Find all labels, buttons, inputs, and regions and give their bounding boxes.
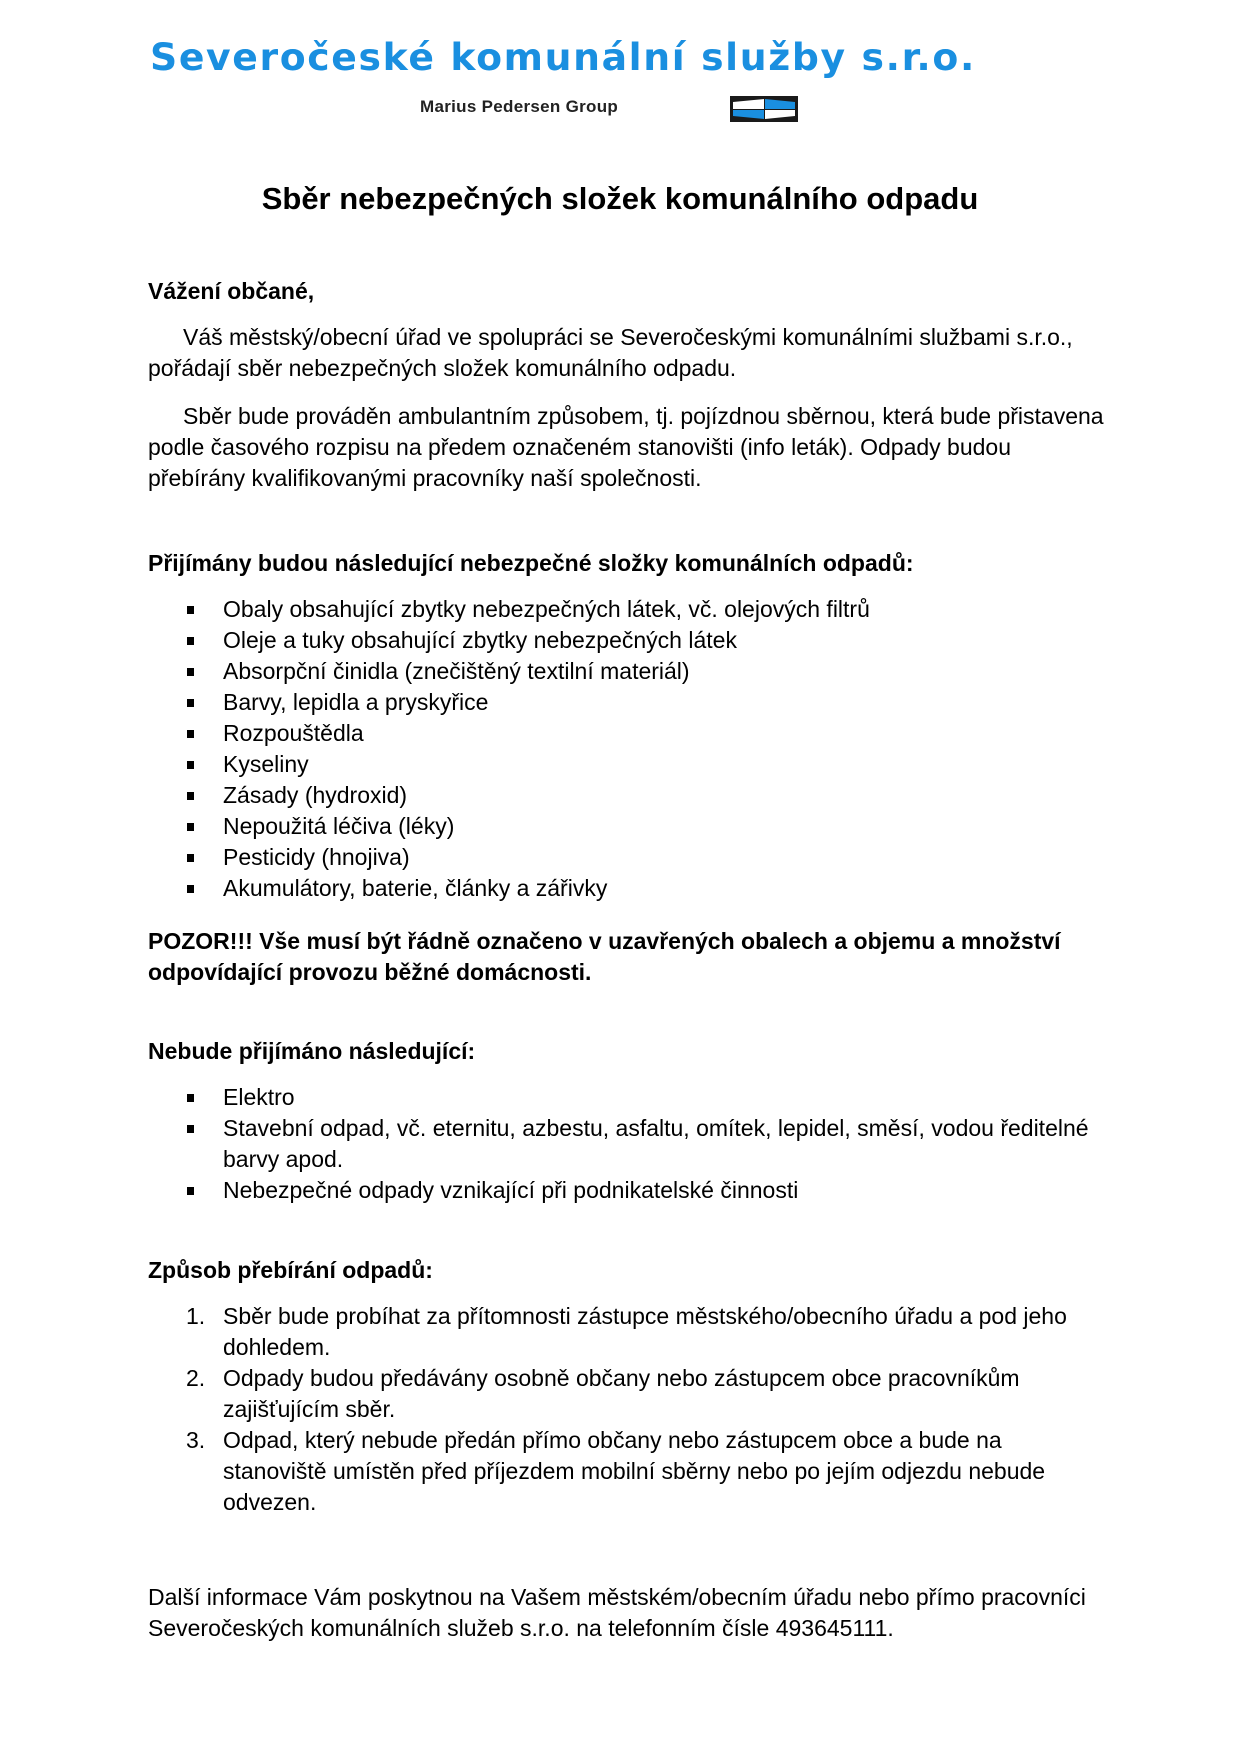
list-item-text: Elektro: [223, 1084, 295, 1110]
bullet-icon: [187, 699, 194, 707]
list-item-text: Rozpouštědla: [223, 720, 364, 746]
page-title: Sběr nebezpečných složek komunálního odpadu: [261, 181, 979, 216]
list-item: [148, 842, 1108, 873]
list-item-number: 2.: [186, 1365, 206, 1391]
list-item: [148, 1082, 1108, 1113]
list-item-text: Pesticidy (hnojiva): [223, 844, 410, 870]
list-item: [148, 1363, 1108, 1425]
list-item: [148, 1301, 1108, 1363]
marius-pedersen-flag-icon: [730, 96, 798, 122]
list-item: [148, 811, 1108, 842]
group-name: Marius Pedersen Group: [420, 97, 619, 116]
list-item: [148, 873, 1108, 904]
list-item-text: Absorpční činidla (znečištěný textilní materiál): [223, 658, 690, 684]
bullet-icon: [187, 1094, 194, 1102]
list-item-text: Kyseliny: [223, 751, 309, 777]
list-item-text: Odpady budou předávány osobně občany nebo zástupcem obce pracovníkům zajišťujícím sběr.: [223, 1365, 1020, 1422]
accepted-list-section: [148, 594, 1108, 904]
accepted-heading: Přijímány budou následující nebezpečné složky komunálních odpadů:: [148, 550, 914, 576]
list-item: [148, 780, 1108, 811]
list-item: [148, 687, 1108, 718]
warning-note: POZOR!!! Vše musí být řádně označeno v uzavřených obalech a objemu a množství odpovídající provozu běžné domácnosti.: [148, 928, 1061, 985]
list-item: [148, 1113, 1108, 1175]
list-item: [148, 718, 1108, 749]
procedure-list-section: [148, 1301, 1108, 1518]
list-item-text: Stavební odpad, vč. eternitu, azbestu, asfaltu, omítek, lepidel, směsí, vodou ředitelné barvy apod.: [223, 1115, 1089, 1172]
procedure-list: [148, 1301, 1108, 1518]
bullet-icon: [187, 668, 194, 676]
list-item: [148, 749, 1108, 780]
not-accepted-list: [148, 1082, 1108, 1206]
greeting: Vážení občané,: [148, 278, 315, 304]
bullet-icon: [187, 637, 194, 645]
bullet-icon: [187, 823, 194, 831]
procedure-heading: Způsob přebírání odpadů:: [148, 1257, 433, 1283]
bullet-icon: [187, 761, 194, 769]
list-item-text: Oleje a tuky obsahující zbytky nebezpečných látek: [223, 627, 737, 653]
list-item-text: Nebezpečné odpady vznikající při podnikatelské činnosti: [223, 1177, 799, 1203]
bullet-icon: [187, 730, 194, 738]
list-item-number: 1.: [186, 1303, 206, 1329]
company-logo-title: Severočeské komunální služby s.r.o.: [150, 36, 976, 79]
list-item-text: Akumulátory, baterie, články a zářivky: [223, 875, 608, 901]
list-item-text: Barvy, lepidla a pryskyřice: [223, 689, 489, 715]
list-item-text: Sběr bude probíhat za přítomnosti zástupce městského/obecního úřadu a pod jeho dohledem.: [223, 1303, 1067, 1360]
bullet-icon: [187, 854, 194, 862]
intro-paragraph: Sběr bude prováděn ambulantním způsobem, tj. pojízdnou sběrnou, která bude přistavena podle časového rozpisu na předem označeném stanovišti (info leták). Odpady budou přebírány kvalifikovanými pracovníky naší společnosti.: [148, 403, 1104, 491]
list-item: [148, 1425, 1108, 1518]
list-item-text: Obaly obsahující zbytky nebezpečných látek, vč. olejových filtrů: [223, 596, 870, 622]
list-item: [148, 1175, 1108, 1206]
bullet-icon: [187, 792, 194, 800]
list-item: [148, 625, 1108, 656]
list-item: [148, 656, 1108, 687]
list-item-number: 3.: [186, 1427, 206, 1453]
list-item-text: Nepoužitá léčiva (léky): [223, 813, 455, 839]
not-accepted-list-section: [148, 1082, 1108, 1206]
bullet-icon: [187, 885, 194, 893]
list-item-text: Zásady (hydroxid): [223, 782, 408, 808]
intro-paragraph: Váš městský/obecní úřad ve spolupráci se Severočeskými komunálními službami s.r.o., pořádají sběr nebezpečných složek komunálního odpadu.: [148, 324, 1073, 381]
list-item-text: Odpad, který nebude předán přímo občany nebo zástupcem obce a bude na stanoviště umístěn před příjezdem mobilní sběrny nebo po jejím odjezdu nebude odvezen.: [223, 1427, 1046, 1515]
intro-section: [148, 322, 1108, 494]
bullet-icon: [187, 606, 194, 614]
bullet-icon: [187, 1187, 194, 1195]
footer-note: Další informace Vám poskytnou na Vašem městském/obecním úřadu nebo přímo pracovníci Severočeských komunálních služeb s.r.o. na telefonním čísle 493645111.: [148, 1584, 1086, 1641]
accepted-list: [148, 594, 1108, 904]
not-accepted-heading: Nebude přijímáno následující:: [148, 1038, 476, 1064]
list-item: [148, 594, 1108, 625]
bullet-icon: [187, 1125, 194, 1133]
